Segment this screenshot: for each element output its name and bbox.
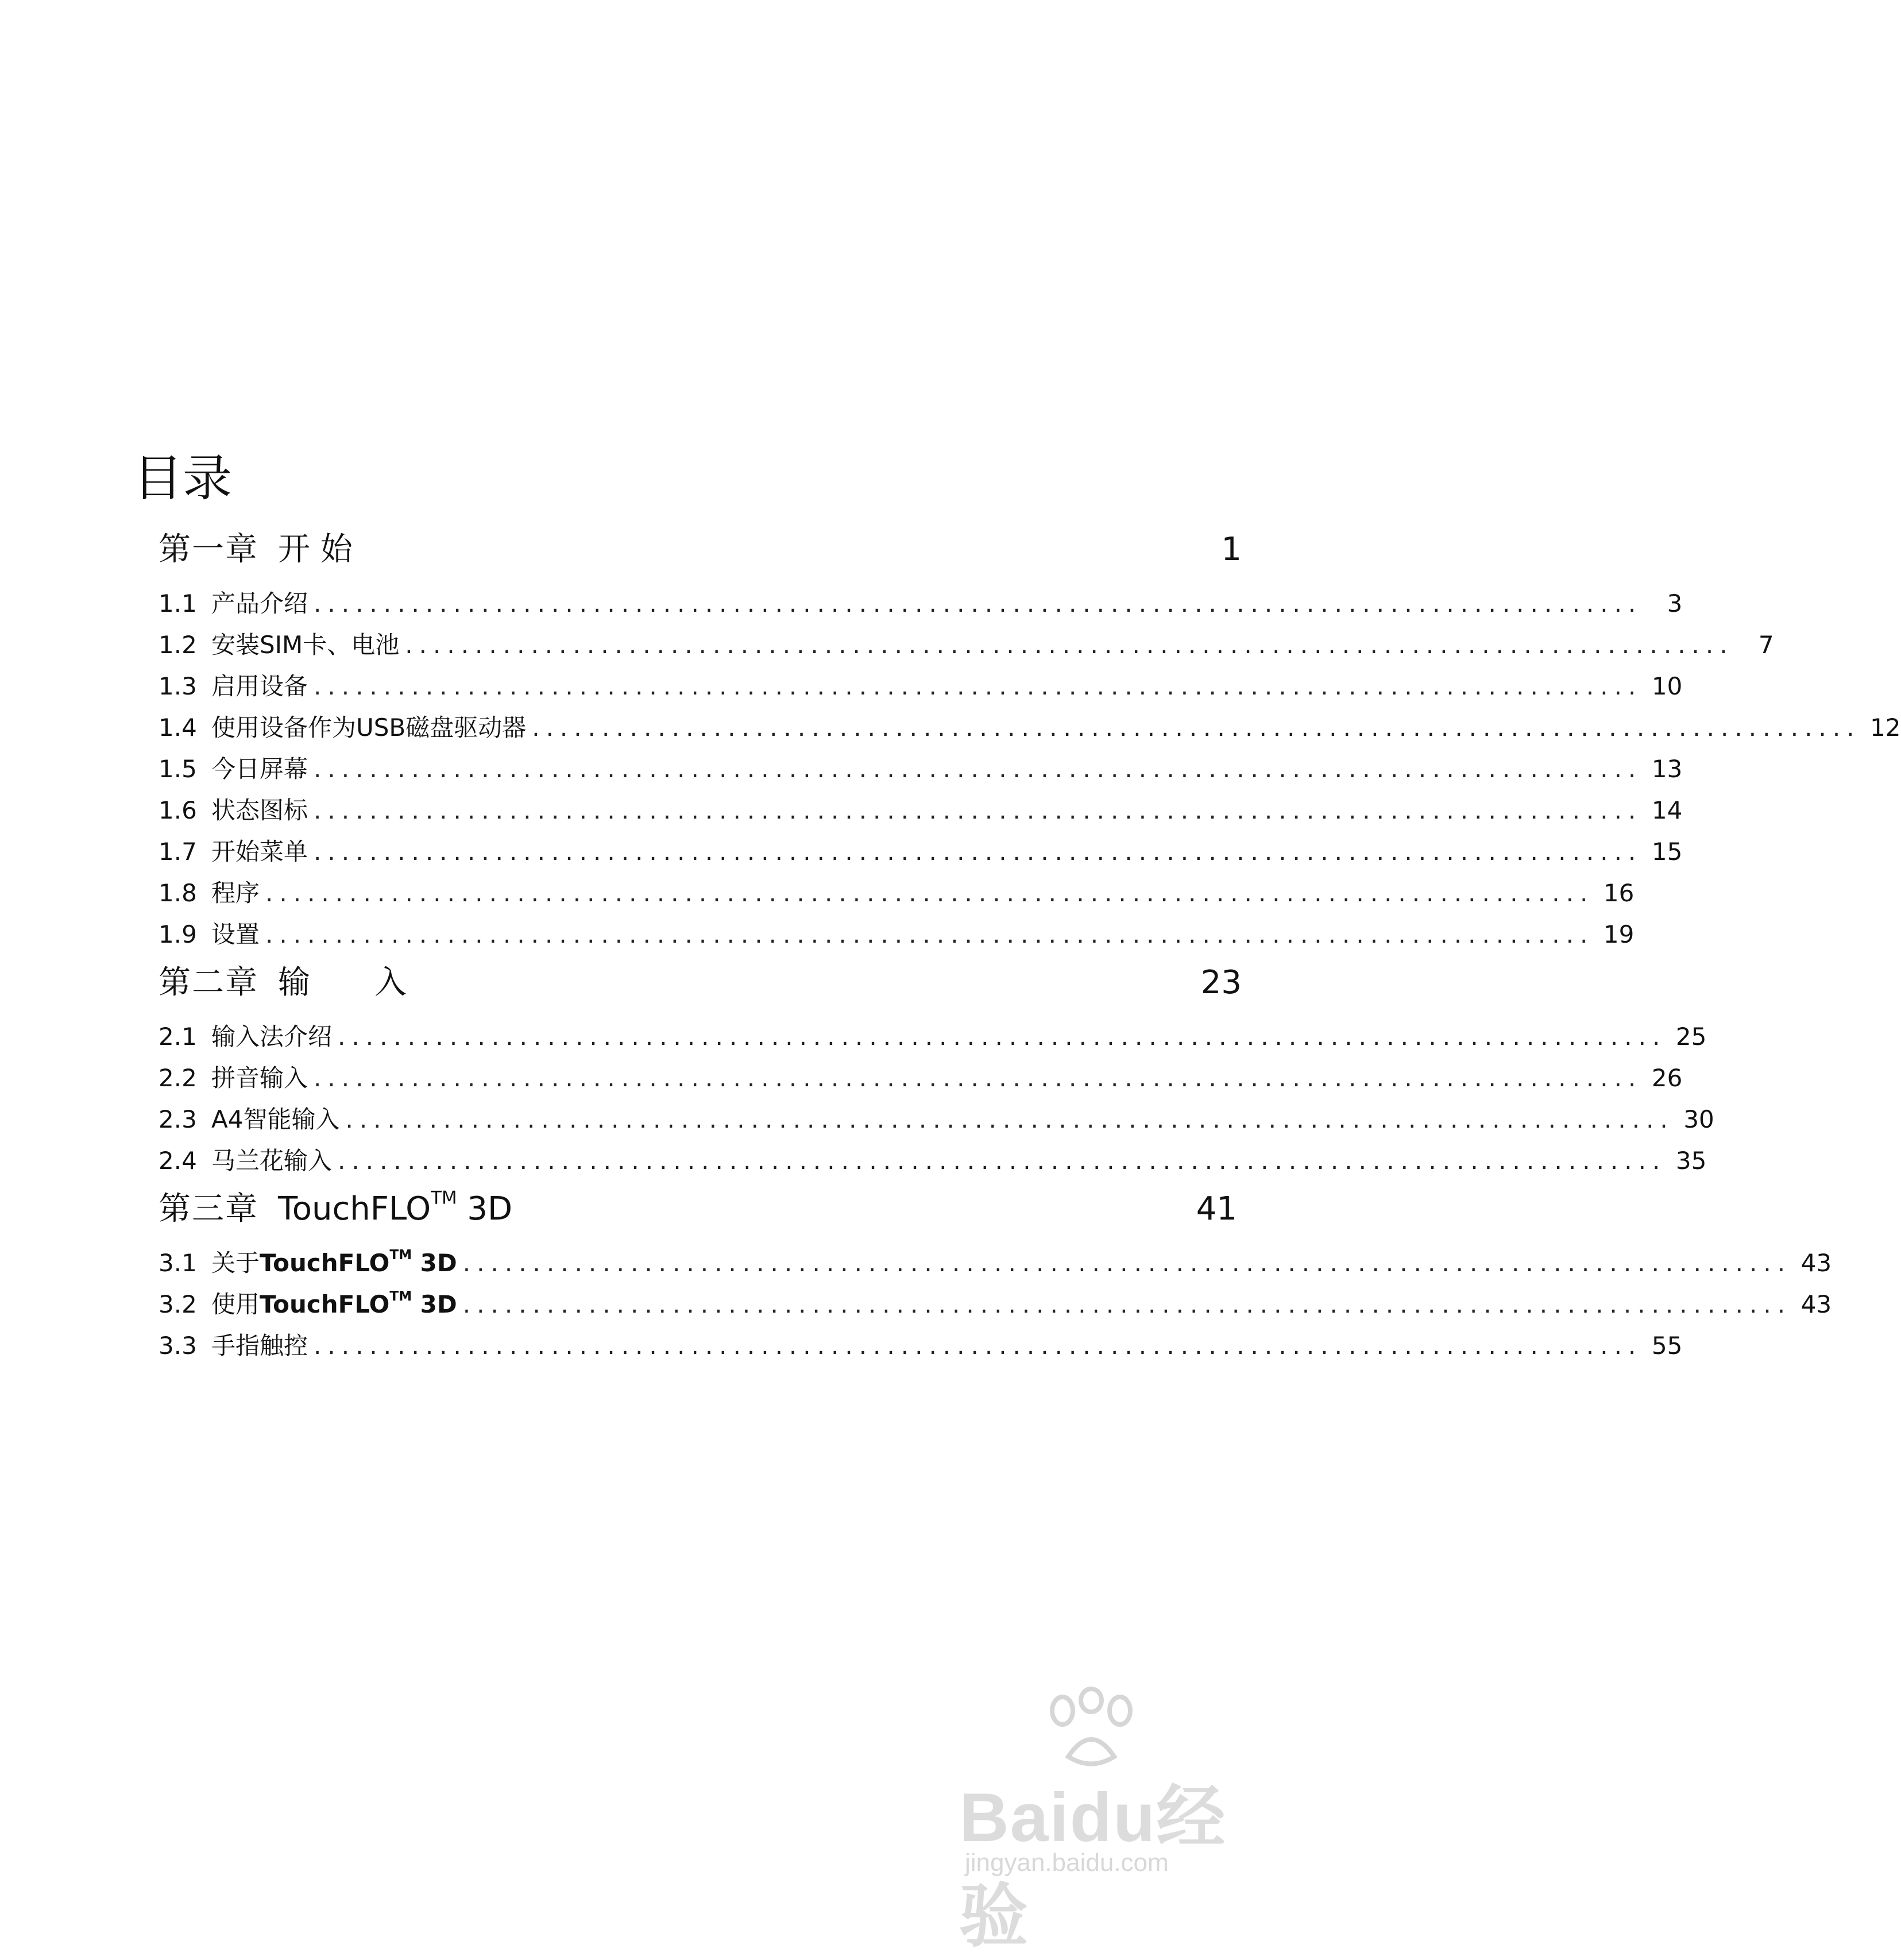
section-number: 1.2 <box>159 631 197 659</box>
toc-title: 目录 <box>133 450 232 507</box>
chapter-3-heading[interactable] <box>159 1183 1242 1244</box>
toc-entry-3-2[interactable] <box>159 1286 1832 1327</box>
section-title-suffix: 3D <box>412 1290 457 1318</box>
section-page-number: 19 <box>1603 920 1635 948</box>
toc-entry-1-1[interactable] <box>159 585 1683 626</box>
toc-entry-2-1[interactable] <box>159 1018 1707 1059</box>
section-title: 状态图标 <box>211 796 308 824</box>
chapter-2-heading[interactable] <box>159 957 1242 1018</box>
section-title <box>211 1244 457 1279</box>
section-page-number: 30 <box>1683 1105 1714 1133</box>
section-title: 使用设备作为USB磁盘驱动器 <box>211 713 527 742</box>
chapter-title <box>278 1187 513 1228</box>
chapter-label: 第三章 <box>159 1190 258 1228</box>
section-number: 3.3 <box>159 1332 197 1360</box>
dot-leader: ............................................................................................... <box>338 1147 1667 1175</box>
section-number: 1.6 <box>159 796 197 824</box>
dot-leader: ............................................................................................... <box>314 1064 1643 1092</box>
toc-entry-2-3[interactable] <box>159 1101 1714 1142</box>
section-page-number: 7 <box>1758 631 1774 659</box>
toc-entry-1-9[interactable] <box>159 916 1635 957</box>
section-number: 1.9 <box>159 920 197 948</box>
dot-leader: ............................................................................................... <box>265 920 1594 948</box>
toc-entry-1-8[interactable] <box>159 874 1635 916</box>
section-title: 拼音输入 <box>211 1064 308 1092</box>
dot-leader: ............................................................................................... <box>462 1249 1792 1277</box>
chapter-page-number: 41 <box>1196 1190 1237 1228</box>
section-title: 输入法介绍 <box>211 1023 333 1051</box>
dot-leader: ............................................................................................... <box>265 879 1594 907</box>
table-of-contents <box>159 524 1901 1368</box>
trademark-mark: TM <box>389 1289 412 1305</box>
toc-entry-3-3[interactable] <box>159 1327 1683 1368</box>
dot-leader: ............................................................................................... <box>314 589 1643 618</box>
section-page-number: 14 <box>1651 796 1683 824</box>
chapter-title: 输 入 <box>278 964 407 1001</box>
paw-icon <box>1040 1688 1143 1774</box>
section-title <box>211 1286 457 1320</box>
toc-entry-1-7[interactable] <box>159 833 1683 874</box>
chapter-1-heading[interactable] <box>159 524 1242 585</box>
chapter-label: 第一章 <box>159 531 258 568</box>
toc-entry-1-2[interactable] <box>159 626 1774 668</box>
trademark-mark: TM <box>389 1248 412 1263</box>
toc-entry-1-6[interactable] <box>159 792 1683 833</box>
section-number: 1.5 <box>159 755 197 783</box>
chapter-page-number: 1 <box>1221 531 1242 568</box>
section-title: 马兰花输入 <box>211 1147 333 1175</box>
section-title: 产品介绍 <box>211 589 308 618</box>
chapter-label: 第二章 <box>159 964 258 1001</box>
section-number: 2.2 <box>159 1064 197 1092</box>
baidu-watermark <box>936 1676 1258 1955</box>
chapter-title-text: TouchFLO <box>278 1190 431 1228</box>
section-title-suffix: 3D <box>412 1249 457 1277</box>
toc-entry-1-4[interactable] <box>159 709 1901 750</box>
toc-entry-2-2[interactable] <box>159 1059 1683 1101</box>
dot-leader: ............................................................................................... <box>314 755 1643 783</box>
section-number: 2.1 <box>159 1023 197 1051</box>
section-number: 2.3 <box>159 1105 197 1133</box>
toc-entry-1-5[interactable] <box>159 750 1683 792</box>
section-page-number: 35 <box>1675 1147 1707 1175</box>
section-page-number: 12 <box>1870 713 1901 742</box>
section-page-number: 55 <box>1651 1332 1683 1360</box>
chapter-page-number: 23 <box>1200 964 1242 1001</box>
section-title: 手指触控 <box>211 1332 308 1360</box>
dot-leader: ............................................................................................... <box>532 713 1861 742</box>
dot-leader: ............................................................................................... <box>314 838 1643 866</box>
trademark-mark: TM <box>431 1187 457 1209</box>
section-page-number: 26 <box>1651 1064 1683 1092</box>
section-page-number: 3 <box>1667 589 1683 618</box>
section-number: 1.1 <box>159 589 197 618</box>
section-title-brand: TouchFLO <box>260 1290 390 1318</box>
dot-leader: ............................................................................................... <box>405 631 1734 659</box>
section-title: 安装SIM卡、电池 <box>211 631 400 659</box>
section-number: 1.8 <box>159 879 197 907</box>
dot-leader: ............................................................................................... <box>314 796 1643 824</box>
dot-leader: ............................................................................................... <box>314 1332 1643 1360</box>
watermark-url: jingyan.baidu.com <box>965 1849 1169 1877</box>
dot-leader: ............................................................................................... <box>338 1023 1667 1051</box>
section-title-prefix: 关于 <box>211 1249 260 1277</box>
section-number: 3.2 <box>159 1290 197 1318</box>
toc-entry-1-3[interactable] <box>159 668 1683 709</box>
section-page-number: 43 <box>1800 1249 1832 1277</box>
section-title-brand: TouchFLO <box>260 1249 390 1277</box>
toc-entry-2-4[interactable] <box>159 1142 1707 1183</box>
watermark-logo: Baidu经验 <box>959 1779 1227 1955</box>
dot-leader: ............................................................................................... <box>345 1105 1674 1133</box>
section-page-number: 13 <box>1651 755 1683 783</box>
section-page-number: 15 <box>1651 838 1683 866</box>
section-page-number: 10 <box>1651 672 1683 700</box>
section-page-number: 16 <box>1603 879 1635 907</box>
section-number: 1.4 <box>159 713 197 742</box>
chapter-title-suffix: 3D <box>457 1190 513 1228</box>
section-title: 程序 <box>211 879 260 907</box>
dot-leader: ............................................................................................... <box>462 1290 1792 1318</box>
section-page-number: 25 <box>1675 1023 1707 1051</box>
section-number: 1.7 <box>159 838 197 866</box>
section-page-number: 43 <box>1800 1290 1832 1318</box>
section-title: A4智能输入 <box>211 1105 340 1133</box>
section-number: 1.3 <box>159 672 197 700</box>
toc-entry-3-1[interactable] <box>159 1244 1832 1286</box>
section-title: 启用设备 <box>211 672 308 700</box>
section-title-prefix: 使用 <box>211 1290 260 1318</box>
section-number: 2.4 <box>159 1147 197 1175</box>
section-number: 3.1 <box>159 1249 197 1277</box>
section-title: 设置 <box>211 920 260 948</box>
chapter-title: 开 始 <box>278 531 353 568</box>
dot-leader: ............................................................................................... <box>314 672 1643 700</box>
section-title: 今日屏幕 <box>211 755 308 783</box>
section-title: 开始菜单 <box>211 838 308 866</box>
